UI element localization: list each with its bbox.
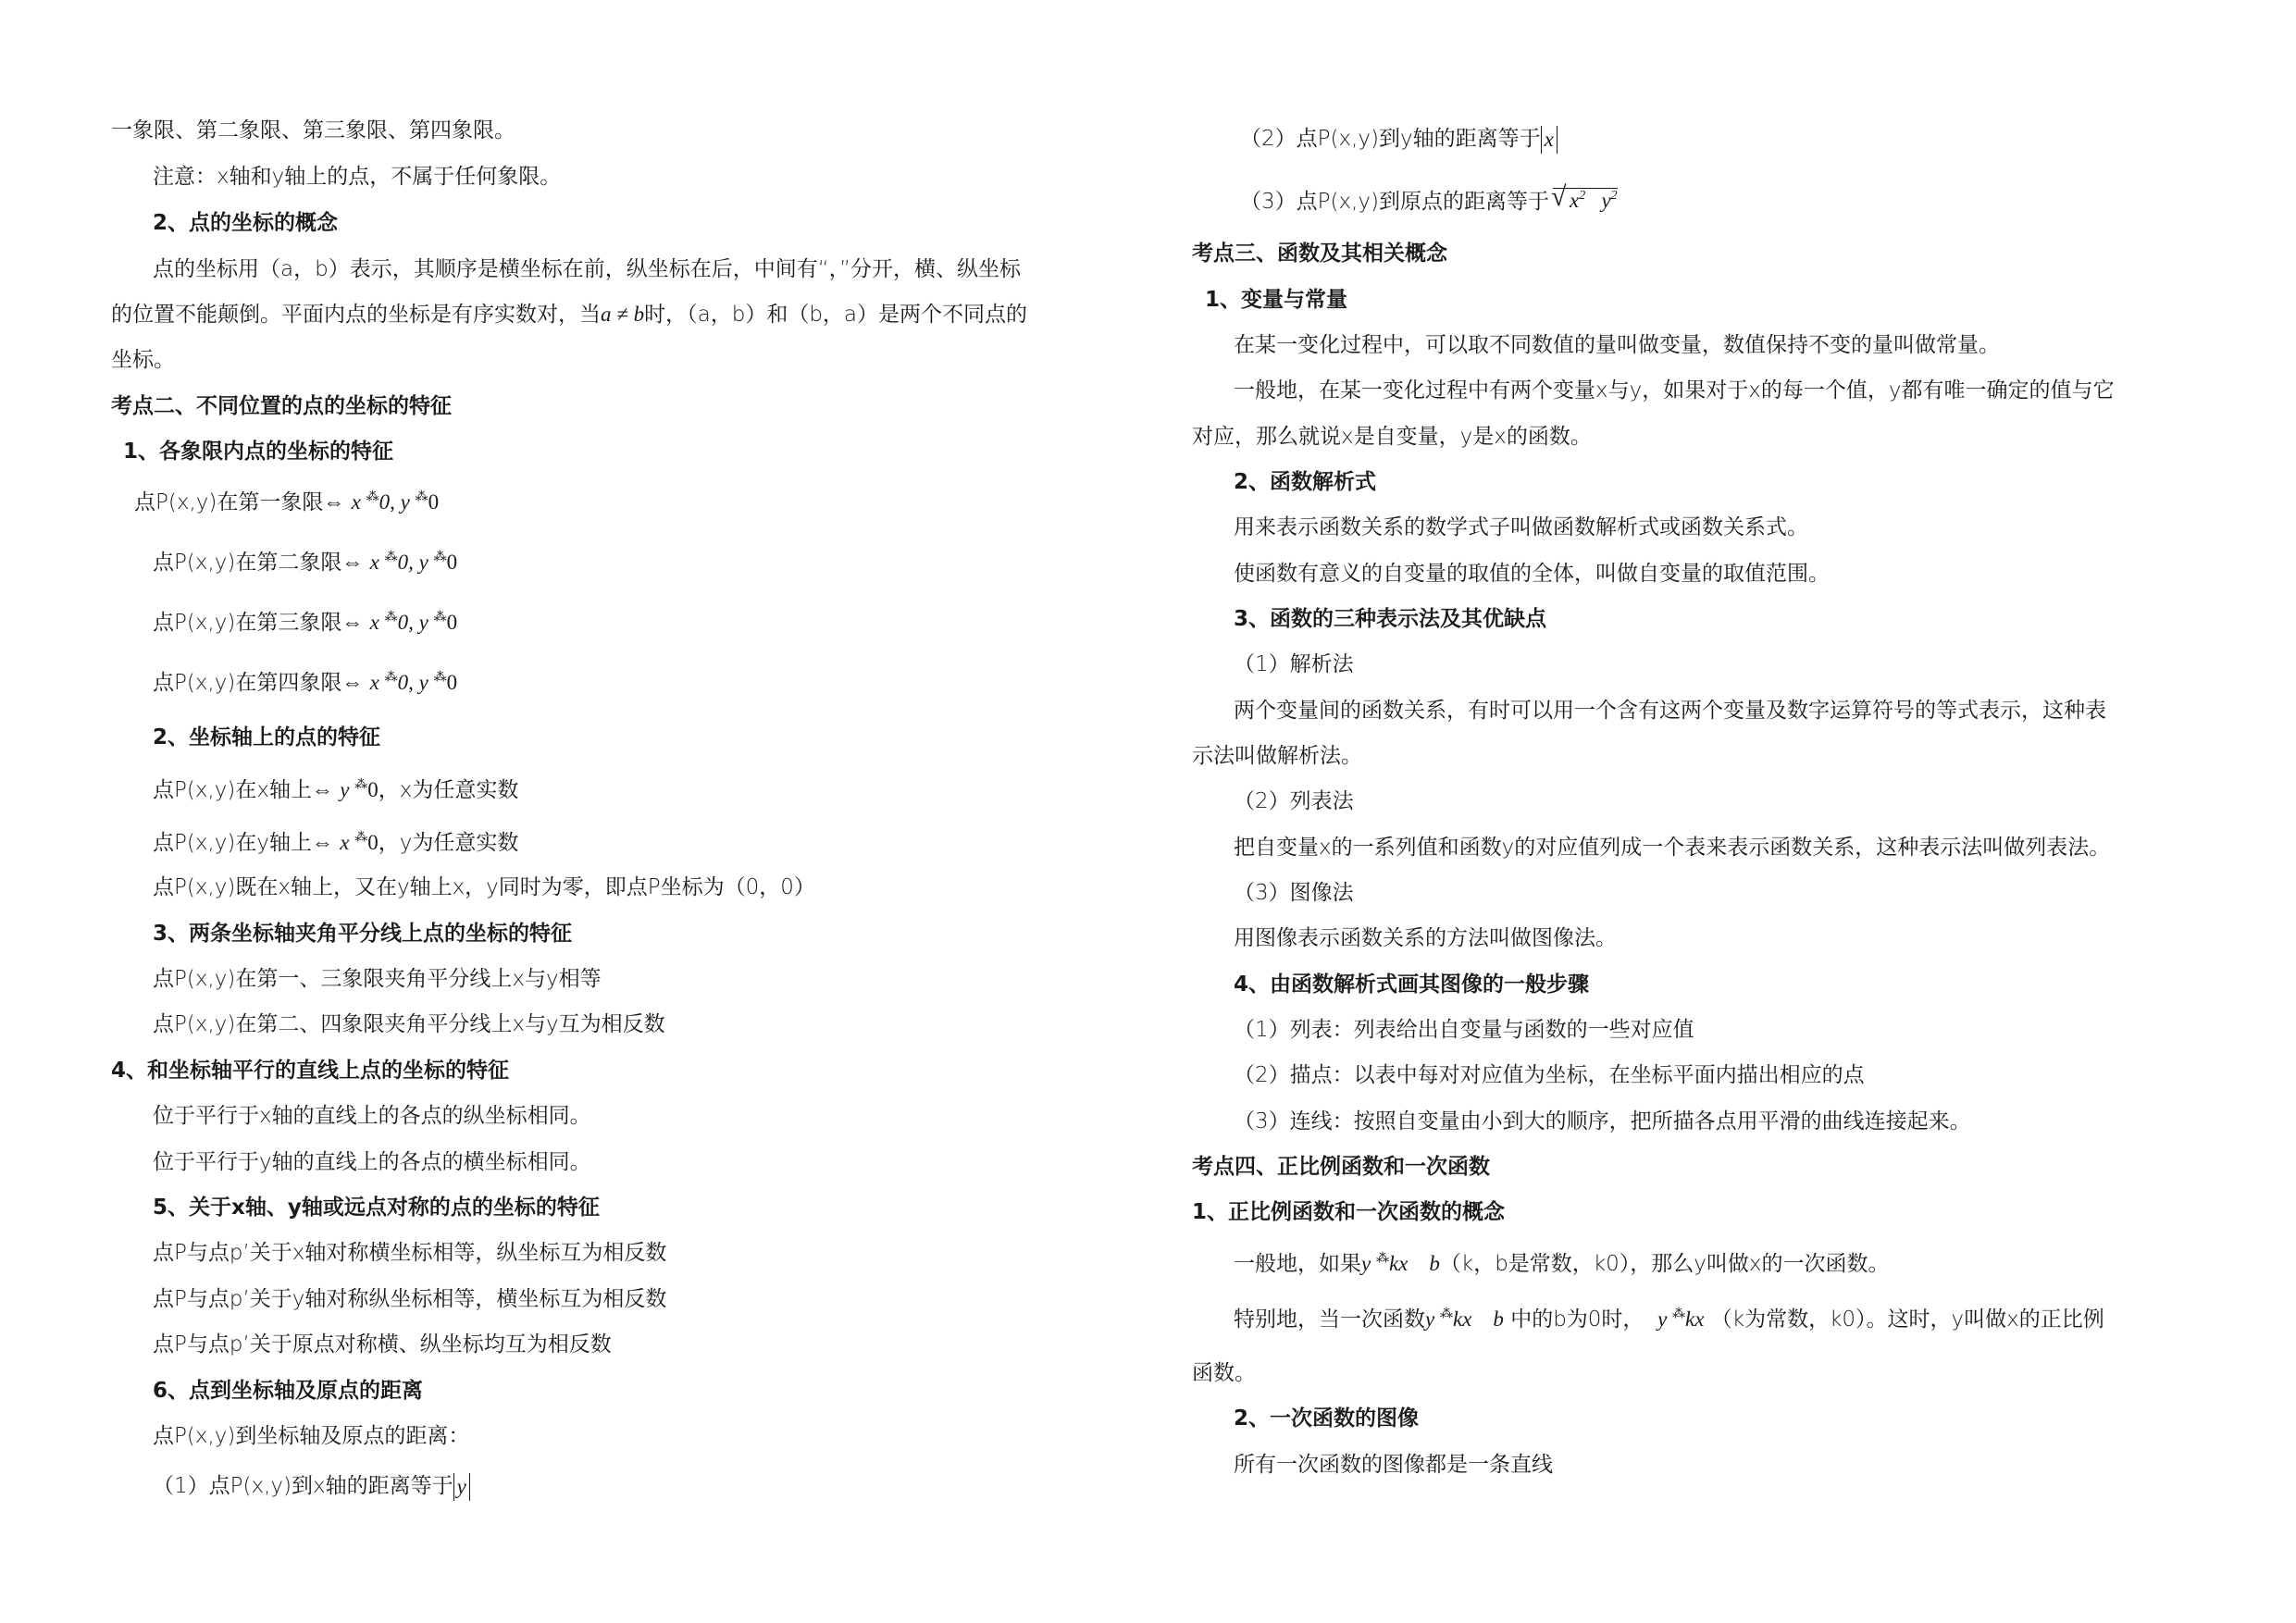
math-expression: 0 [446,611,458,634]
math-expression: 0 [446,671,458,694]
math-expression: y ⁂kx [1657,1307,1705,1331]
text-line: 使函数有意义的自变量的取值的全体，叫做自变量的取值范围。 [1234,562,1830,586]
square-root-expression: √ $x^2$ $y^2$ [1553,188,1618,217]
section-heading: 4、由函数解析式画其图像的一般步骤 [1234,973,1590,997]
text-line: 位于平行于y轴的直线上的各点的横坐标相同。 [153,1150,591,1174]
distance-to-origin [1240,188,1618,217]
math-expression: x ⁂0, y ⁂ [369,551,447,574]
text-span: 点P(x,y)在第四象限⇔ [153,671,364,695]
text-line: 两个变量间的函数关系，有时可以用一个含有这两个变量及数字运算符号的等式表示，这种表 [1234,699,2106,723]
text-line: （2）描点：以表中每对对应值为坐标，在坐标平面内描出相应的点 [1234,1063,1865,1087]
text-line: （1）解析法 [1234,652,1354,676]
topic-heading: 考点二、不同位置的点的坐标的特征 [111,394,452,418]
math-expression: x ⁂ [340,831,368,854]
distance-to-y-axis [1240,125,1558,154]
text-line: 把自变量x的一系列值和函数y的对应值列成一个表来表示函数关系，这种表示法叫做列表法。 [1234,836,2111,860]
text-span: 点P(x,y)在第二象限⇔ [153,551,364,575]
section-heading: 2、一次函数的图像 [1234,1406,1420,1431]
text-span: ，x为任意实数 [378,778,519,802]
text-line: 一般地，在某一变化过程中有两个变量x与y，如果对于x的每一个值，y都有唯一确定的值与它 [1234,378,2115,403]
math-expression: 0 [367,778,379,801]
text-line: 用来表示函数关系的数学式子叫做函数解析式或函数关系式。 [1234,515,1808,539]
section-heading: 2、坐标轴上的点的特征 [153,725,381,750]
text-span: 点P(x,y)在x轴上⇔ [153,778,333,802]
text-line: 用图像表示函数关系的方法叫做图像法。 [1234,926,1617,950]
section-heading: 1、变量与常量 [1205,288,1348,312]
math-expression: 0 [446,551,458,574]
text-span: （1）点P(x,y)到x轴的距离等于 [153,1474,453,1498]
text-span: （2）点P(x,y)到y轴的距离等于 [1240,127,1541,151]
text-span: 点P(x,y)在第三象限⇔ [153,611,364,635]
topic-heading: 考点三、函数及其相关概念 [1192,242,1447,266]
section-heading: 5、关于x轴、y轴或远点对称的点的坐标的特征 [153,1196,600,1220]
text-line: 在某一变化过程中，可以取不同数值的量叫做变量，数值保持不变的量叫做常量。 [1234,333,2000,357]
text-line: 位于平行于x轴的直线上的各点的纵坐标相同。 [153,1104,591,1128]
text-line: 点P(x,y)在第二、四象限夹角平分线上x与y互为相反数 [153,1012,665,1036]
text-line: （1）列表：列表给出自变量与函数的一些对应值 [1234,1018,1694,1042]
section-heading: 2、函数解析式 [1234,470,1377,494]
text-line: 点的坐标用（a，b）表示，其顺序是横坐标在前，纵坐标在后，中间有“，”分开，横、纵坐标 [153,257,1022,281]
absolute-value: x [1541,126,1558,154]
section-heading: 6、点到坐标轴及原点的距离 [153,1379,424,1403]
section-heading: 3、两条坐标轴夹角平分线上点的坐标的特征 [153,922,573,946]
text-line: 点P与点p’关于y轴对称纵坐标相等，横坐标互为相反数 [153,1287,667,1311]
section-heading: 1、各象限内点的坐标的特征 [123,440,394,464]
text-line: （3）图像法 [1234,881,1354,905]
math-expression: y ⁂kx b [1361,1252,1440,1275]
text-line: （3）连线：按照自变量由小到大的顺序，把所描各点用平滑的曲线连接起来。 [1234,1109,1971,1134]
math-expression: 0 [367,831,379,854]
text-span: ，y为任意实数 [378,831,519,855]
text-line: （2）列表法 [1234,789,1354,813]
math-expression: x ⁂0, y ⁂ [369,671,447,694]
text-span: 中的b为0时， [1510,1307,1644,1332]
text-line: 点P与点p’关于x轴对称横坐标相等，纵坐标互为相反数 [153,1241,667,1265]
text-span: 的位置不能颠倒。平面内点的坐标是有序实数对，当 [111,303,601,327]
proportional-function-definition [1234,1306,2104,1337]
section-heading: 4、和坐标轴平行的直线上点的坐标的特征 [111,1059,510,1083]
section-heading: 1、正比例函数和一次函数的概念 [1192,1200,1506,1224]
text-line: 点P(x,y)既在x轴上，又在y轴上x，y同时为零，即点P坐标为（0，0） [153,875,815,899]
text-line: 坐标。 [111,348,175,372]
text-line: 所有一次函数的图像都是一条直线 [1234,1453,1553,1477]
text-line: 点P(x,y)在第一、三象限夹角平分线上x与y相等 [153,967,602,991]
text-line: 示法叫做解析法。 [1192,744,1362,768]
topic-heading: 考点四、正比例函数和一次函数 [1192,1155,1490,1179]
text-line: 对应，那么就说x是自变量，y是x的函数。 [1192,425,1592,449]
text-span: 时，（a，b）和（b，a）是两个不同点的 [644,303,1028,327]
math-expression: y ⁂ [340,778,368,801]
text-span: （3）点P(x,y)到原点的距离等于 [1240,190,1549,214]
absolute-value: y [453,1473,470,1501]
text-span: 一般地，如果 [1234,1252,1361,1276]
text-line: 点P与点p’关于原点对称横、纵坐标均互为相反数 [153,1332,612,1357]
text-span: 点P(x,y)在第一象限⇔ [134,490,345,514]
math-expression: a ≠ b [601,303,645,326]
text-span: （k，b是常数，k0），那么y叫做x的一次函数。 [1439,1252,1890,1276]
math-expression: 0 [428,490,440,514]
text-line: 点P(x,y)到坐标轴及原点的距离： [153,1424,470,1448]
math-expression: y ⁂kx b [1425,1307,1504,1331]
text-span: （k为常数，k0）。这时，y叫做x的正比例 [1710,1307,2104,1332]
math-expression: x ⁂0, y ⁂ [351,490,428,514]
text-span: 点P(x,y)在y轴上⇔ [153,831,333,855]
math-expression: x ⁂0, y ⁂ [369,611,447,634]
text-line: 一象限、第二象限、第三象限、第四象限。 [111,118,515,142]
text-line: 函数。 [1192,1361,1256,1385]
text-line: 注意：x轴和y轴上的点，不属于任何象限。 [153,165,562,189]
text-span: 特别地，当一次函数 [1234,1307,1425,1332]
linear-function-definition [1234,1250,1890,1282]
section-heading: 3、函数的三种表示法及其优缺点 [1234,607,1547,631]
section-heading: 2、点的坐标的概念 [153,211,339,235]
